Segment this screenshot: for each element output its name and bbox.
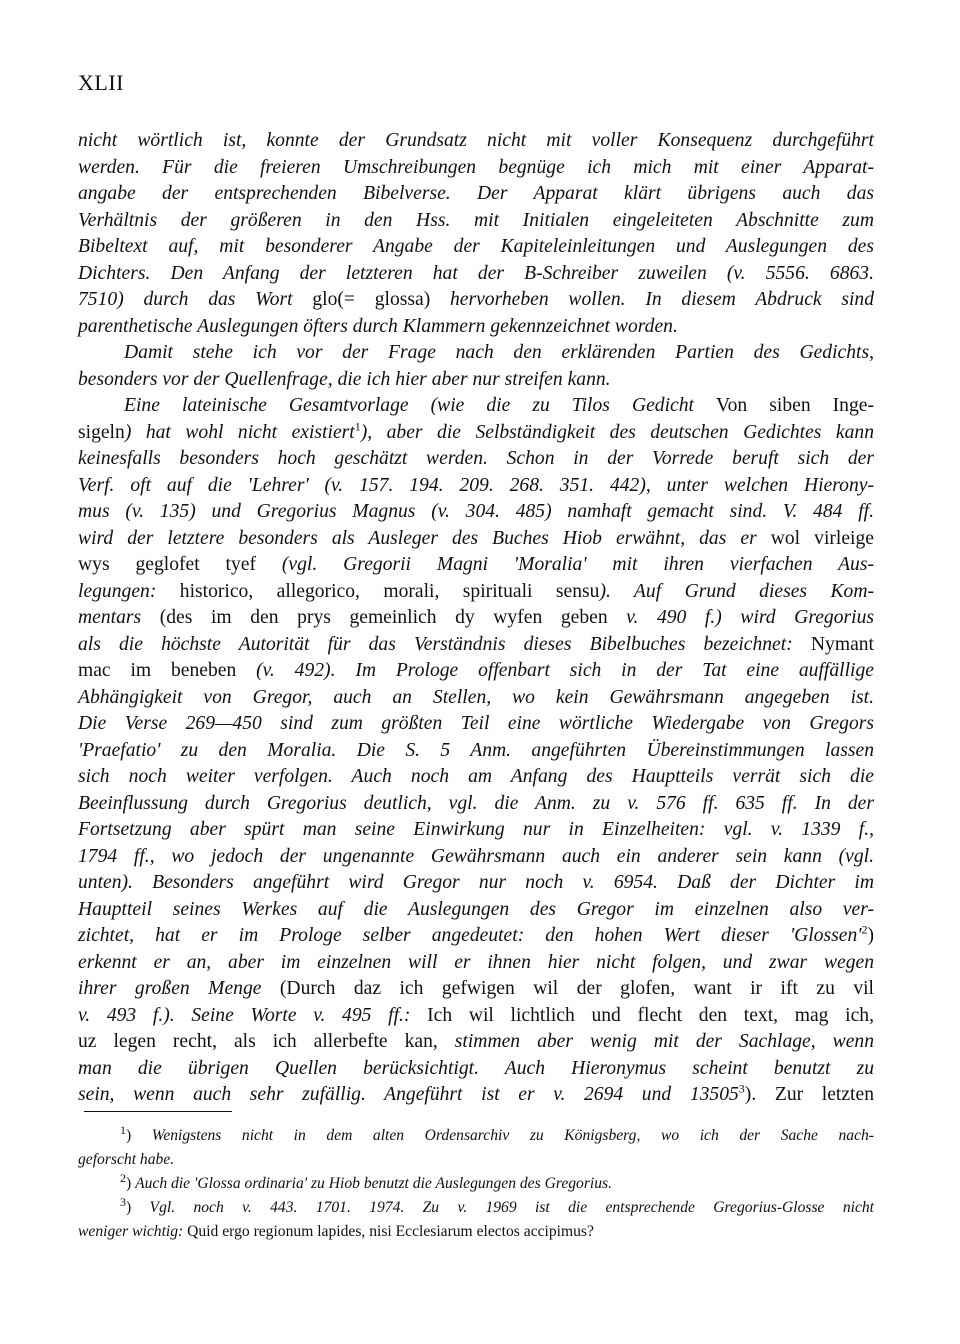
text-line: Eine lateinische Gesamtvorlage (wie die zu Tilos Gedicht Von siben Inge- (124, 395, 874, 416)
text-line: angabe der entsprechenden Bibelverse. Der Apparat klärt übrigens auch das (78, 183, 874, 204)
text-line: Bibeltext auf, mit besonderer Angabe der Kapiteleinleitungen und Auslegungen des (78, 236, 874, 257)
text-line: Damit stehe ich vor der Frage nach den erklärenden Partien des Gedichts, (124, 342, 874, 363)
main-text (78, 128, 874, 1109)
text-line: 7510) durch das Wort glo(= glossa) hervorheben wollen. In diesem Abdruck sind (78, 289, 875, 310)
text-line: wird der letztere besonders als Ausleger des Buches Hiob erwähnt, das er wol virleige (78, 527, 874, 549)
text-line: keinesfalls besonders hoch geschätzt werden. Schon in der Vorrede beruft sich der (78, 448, 874, 469)
text-line: sigeln) hat wohl nicht existiert$^1$), aber die Selbständigkeit des deutschen Gedichtes kann (78, 418, 874, 443)
text-line: wys geglofet tyef (vgl. Gregorii Magni 'Moralia' mit ihren vierfachen Aus- (78, 554, 874, 575)
footnote-rule (84, 1111, 232, 1112)
text-line: mus (v. 135) und Gregorius Magnus (v. 304. 485) namhaft gemacht sind. V. 484 ff. (78, 501, 874, 522)
page-number: XLII (78, 70, 124, 95)
text-line: Dichters. Den Anfang der letzteren hat der B-Schreiber zuweilen (v. 5556. 6863. (78, 262, 874, 284)
footnote-line: $^1$) Wenigstens nicht in dem alten Ordensarchiv zu Königsberg, wo ich der Sache nach- (120, 1122, 874, 1144)
text-line: unten). Besonders angeführt wird Gregor nur noch v. 6954. Daß der Dichter im (78, 872, 874, 893)
text-line: parenthetische Auslegungen öfters durch Klammern gekennzeichnet worden. (78, 315, 678, 337)
text-line: legungen: historico, allegorico, morali, spirituali sensu). Auf Grund dieses Kom- (78, 580, 875, 602)
text-line: besonders vor der Quellenfrage, die ich hier aber nur streifen kann. (78, 368, 611, 390)
text-line: sich noch weiter verfolgen. Auch noch am Anfang des Hauptteils verrät sich die (78, 766, 874, 787)
text-line: 'Praefatio' zu den Moralia. Die S. 5 Anm. angeführten Übereinstimmungen lassen (78, 739, 874, 761)
text-line: Fortsetzung aber spürt man seine Einwirkung nur in Einzelheiten: vgl. v. 1339 f., (78, 819, 874, 840)
text-line: mentars (des im den prys gemeinlich dy wyfen geben v. 490 f.) wird Gregorius (78, 607, 875, 628)
footnote-line: $^3$) Vgl. noch v. 443. 1701. 1974. Zu v. 1969 ist die entsprechende Gregorius-Glosse nicht (120, 1194, 874, 1216)
text-line: uz legen recht, als ich allerbefte kan, stimmen aber wenig mit der Sachlage, wenn (78, 1031, 874, 1052)
text-line: nicht wörtlich ist, konnte der Grundsatz nicht mit voller Konsequenz durchgeführt (78, 130, 874, 151)
text-line: erkennt er an, aber im einzelnen will er ihnen hier nicht folgen, und zwar wegen (78, 951, 874, 973)
text-line: sein, wenn auch sehr zufällig. Angeführt ist er v. 2694 und 13505$^3$). Zur letzten (78, 1081, 874, 1105)
text-line: Hauptteil seines Werkes auf die Auslegungen des Gregor im einzelnen also ver- (78, 898, 874, 920)
text-line: Verhältnis der größeren in den Hss. mit Initialen eingeleiteten Abschnitte zum (78, 209, 874, 231)
footnotes (78, 1124, 874, 1244)
footnote-line: geforscht habe. (78, 1151, 175, 1168)
text-line: 1794 ff., wo jedoch der ungenannte Gewährsmann auch ein anderer sein kann (vgl. (78, 845, 874, 867)
text-line: man die übrigen Quellen berücksichtigt. Auch Hieronymus scheint benutzt zu (78, 1057, 874, 1079)
text-line: ihrer großen Menge (Durch daz ich gefwigen wil der glofen, want ir ift zu vil (78, 978, 875, 999)
footnote-line: $^2$) Auch die 'Glossa ordinaria' zu Hiob benutzt die Auslegungen des Gregorius. (120, 1170, 613, 1192)
footnote-line: weniger wichtig: Quid ergo regionum lapides, nisi Ecclesiarum electos accipimus? (78, 1223, 594, 1240)
text-line: Verf. oft auf die 'Lehrer' (v. 157. 194. 209. 268. 351. 442), unter welchen Hierony- (78, 474, 874, 496)
text-line: Abhängigkeit von Gregor, auch an Stellen, wo kein Gewährsmann angegeben ist. (78, 686, 874, 708)
text-line: zichtet, hat er im Prologe selber angedeutet: den hohen Wert dieser '$Glossen'^2$) (78, 922, 874, 946)
text-line: mac im beneben (v. 492). Im Prologe offenbart sich in der Tat eine auffällige (78, 660, 874, 681)
text-line: werden. Für die freieren Umschreibungen begnüge ich mich mit einer Apparat- (78, 156, 874, 178)
text-line: als die höchste Autorität für das Verständnis dieses Bibelbuches bezeichnet: Nymant (78, 633, 874, 655)
text-line: Beeinflussung durch Gregorius deutlich, vgl. die Anm. zu v. 576 ff. 635 ff. In der (78, 792, 874, 814)
text-line: Die Verse 269—450 sind zum größten Teil eine wörtliche Wiedergabe von Gregors (78, 713, 874, 734)
text-line: v. 493 f.). Seine Worte v. 495 ff.: Ich wil lichtlich und flecht den text, mag ich, (78, 1004, 874, 1026)
